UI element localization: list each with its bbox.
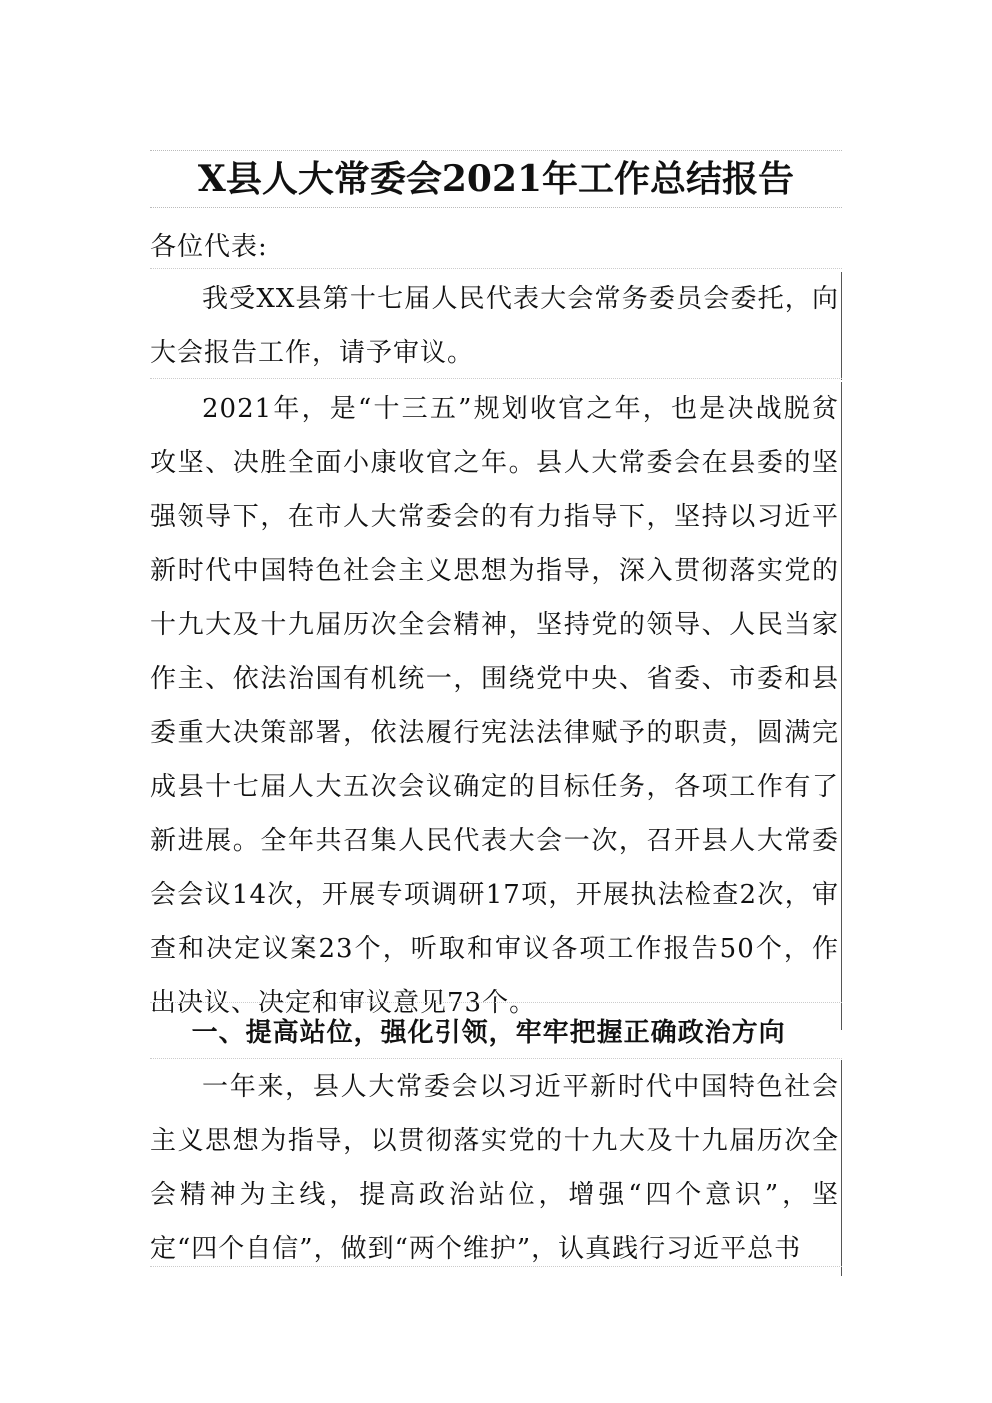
section-paragraph: 一年来，县人大常委会以习近平新时代中国特色社会主义思想为指导，以贯彻落实党的十九大及十九届历次全会精神为主线，提高政治站位，增强“四个意识”，坚定“四个自信”，做到“两个维护”，认真践行习近平总书 xyxy=(150,1060,842,1276)
paragraph-summary: 2021年，是“十三五”规划收官之年，也是决战脱贫攻坚、决胜全面小康收官之年。县人大常委会在县委的坚强领导下，在市人大常委会的有力指导下，坚持以习近平新时代中国特色社会主义思想为指导，深入贯彻落实党的十九大及十九届历次全会精神，坚持党的领导、人民当家作主、依法治国有机统一，围绕党中央、省委、市委和县委重大决策部署，依法履行宪法法律赋予的职责，圆满完成县十七届人大五次会议确定的目标任务，各项工作有了新进展。全年共召集人民代表大会一次，召开县人大常委会会议14次，开展专项调研17项，开展执法检查2次，审查和决定议案23个，听取和审议各项工作报告50个，作出决议、决定和审议意见73个。 xyxy=(150,382,842,1030)
divider xyxy=(150,1002,842,1003)
divider xyxy=(150,1058,842,1059)
divider xyxy=(150,268,842,269)
document-title: X县人大常委会2021年工作总结报告 xyxy=(150,150,842,208)
section-heading: 一、提高站位，强化引领，牢牢把握正确政治方向 xyxy=(191,1018,786,1048)
salutation: 各位代表: xyxy=(150,232,268,262)
divider xyxy=(150,378,842,379)
paragraph-intro: 我受XX县第十七届人民代表大会常务委员会委托，向大会报告工作，请予审议。 xyxy=(150,272,842,380)
divider xyxy=(150,1266,842,1267)
